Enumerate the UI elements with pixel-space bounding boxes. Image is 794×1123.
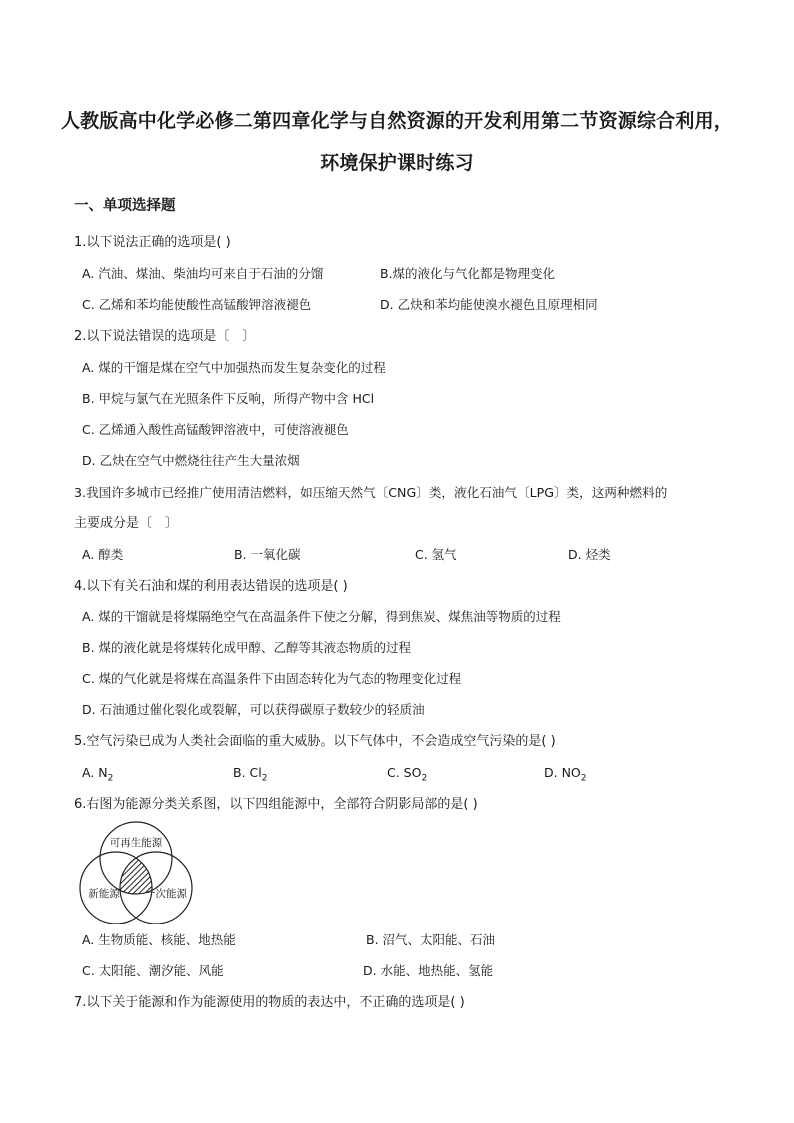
question-4-option-b: B. 煤的液化就是将煤转化成甲醇、乙醇等其液态物质的过程 [82, 640, 412, 655]
question-3-stem-line-2: 主要成分是〔 〕 [74, 516, 179, 531]
question-1-option-c: C. 乙烯和苯均能使酸性高锰酸钾溶液褪色 [82, 297, 312, 312]
question-3-option-b: B. 一氧化碳 [234, 547, 301, 562]
question-4-option-d: D. 石油通过催化裂化或裂解，可以获得碳原子数较少的轻质油 [82, 702, 425, 717]
subscript: 2 [580, 773, 587, 784]
venn-label-top: 可再生能源 [109, 837, 163, 849]
question-3-option-d: D. 烃类 [568, 547, 611, 562]
question-4-stem: 4.以下有关石油和煤的利用表达错误的选项是( ) [74, 579, 348, 594]
question-1-option-d: D. 乙炔和苯均能使溴水褪色且原理相同 [380, 297, 598, 312]
question-2-option-b: B. 甲烷与氯气在光照条件下反响，所得产物中含 HCl [82, 391, 375, 406]
page-title-line-2: 环境保护课时练习 [320, 152, 474, 174]
question-5-option-d [544, 765, 587, 787]
question-4-option-a: A. 煤的干馏就是将煤隔绝空气在高温条件下使之分解，得到焦炭、煤焦油等物质的过程 [82, 609, 561, 624]
question-2-option-c: C. 乙烯通入酸性高锰酸钾溶液中，可使溶液褪色 [82, 422, 349, 437]
question-5-stem: 5.空气污染已成为人类社会面临的重大威胁。以下气体中，不会造成空气污染的是( ) [74, 734, 556, 749]
option-text: A. N [82, 765, 108, 780]
question-6-option-c: C. 太阳能、潮汐能、风能 [82, 963, 224, 978]
subscript: 2 [261, 773, 268, 784]
question-2-stem: 2.以下说法错误的选项是〔 〕 [74, 329, 256, 344]
question-5-option-c [387, 765, 427, 787]
subscript: 2 [421, 773, 428, 784]
question-3-stem-line-1: 3.我国许多城市已经推广使用清洁燃料，如压缩天然气〔CNG〕类，液化石油气〔LPG〕类，这两种燃料的 [74, 485, 668, 500]
question-3-option-c: C. 氢气 [415, 547, 457, 562]
question-5-option-b [233, 765, 267, 787]
question-1-option-a: A. 汽油、煤油、柴油均可来自于石油的分馏 [82, 266, 324, 281]
question-2-option-d: D. 乙炔在空气中燃烧往往产生大量浓烟 [82, 453, 300, 468]
question-2-option-a: A. 煤的干馏是煤在空气中加强热而发生复杂变化的过程 [82, 360, 386, 375]
question-3-option-a: A. 醇类 [82, 547, 124, 562]
question-6-option-b: B. 沼气、太阳能、石油 [366, 932, 496, 947]
section-heading: 一、单项选择题 [74, 198, 176, 214]
option-text: C. SO [387, 765, 422, 780]
question-6-stem: 6.右图为能源分类关系图，以下四组能源中，全部符合阴影局部的是( ) [74, 797, 478, 812]
venn-label-left: 新能源 [88, 888, 120, 900]
subscript: 2 [107, 773, 114, 784]
question-6-option-a: A. 生物质能、核能、地热能 [82, 932, 236, 947]
question-1-option-b: B.煤的液化与气化都是物理变化 [380, 266, 556, 281]
question-5-option-a [82, 765, 113, 787]
option-text: B. Cl [233, 765, 262, 780]
venn-label-right: 一次能源 [145, 888, 187, 900]
question-7-stem: 7.以下关于能源和作为能源使用的物质的表达中，不正确的选项是( ) [74, 995, 465, 1010]
question-6-option-d: D. 水能、地热能、氢能 [363, 963, 494, 978]
page-title-line-1: 人教版高中化学必修二第四章化学与自然资源的开发利用第二节资源综合利用， [60, 110, 733, 132]
question-4-option-c: C. 煤的气化就是将煤在高温条件下由固态转化为气态的物理变化过程 [82, 671, 462, 686]
question-1-stem: 1.以下说法正确的选项是( ) [74, 235, 231, 250]
option-text: D. NO [544, 765, 581, 780]
energy-venn-diagram [76, 820, 196, 924]
